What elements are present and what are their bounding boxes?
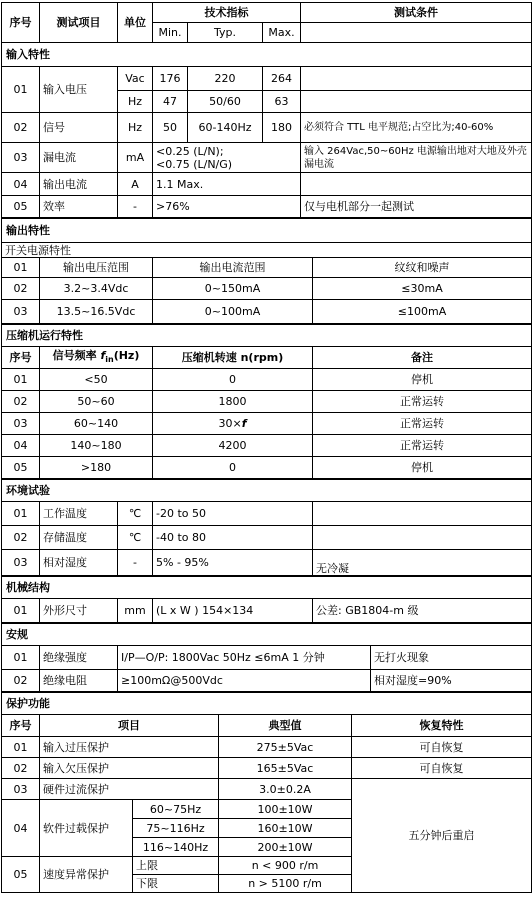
cell-no: 03 bbox=[2, 779, 40, 800]
cell-speed: 4200 bbox=[153, 435, 313, 457]
section-title-protection: 保护功能 bbox=[2, 693, 532, 715]
cell-typical: 200±10W bbox=[219, 838, 352, 857]
cell-current: 0~150mA bbox=[153, 278, 313, 300]
cell-cond: 无冷凝 bbox=[313, 550, 532, 576]
cell-no: 02 bbox=[2, 278, 40, 300]
cell-no: 03 bbox=[2, 300, 40, 324]
cell-no: 01 bbox=[2, 67, 40, 113]
cell-no: 01 bbox=[2, 599, 40, 623]
environment-table bbox=[1, 479, 532, 576]
cell-name: 绝缘电阻 bbox=[40, 670, 118, 692]
cell-note: 正常运转 bbox=[313, 413, 532, 435]
cell-no: 02 bbox=[2, 113, 40, 143]
cell-max: 63 bbox=[263, 91, 301, 113]
header-tech: 技术指标 bbox=[153, 3, 301, 23]
cell-typical: 100±10W bbox=[219, 800, 352, 819]
cell-value: 1.1 Max. bbox=[153, 173, 301, 196]
cell-cond: 公差: GB1804-m 级 bbox=[313, 599, 532, 623]
header-voltage-range: 输出电压范围 bbox=[40, 258, 153, 278]
header-seq: 序号 bbox=[2, 347, 40, 369]
cell-value: -20 to 50 bbox=[153, 502, 313, 526]
header-speed: 压缩机转速 n(rpm) bbox=[153, 347, 313, 369]
cell-cond: 仅与电机部分一起测试 bbox=[301, 196, 532, 218]
header-seq: 序号 bbox=[2, 3, 40, 43]
cell-min: 176 bbox=[153, 67, 188, 91]
section-title-output: 输出特性 bbox=[2, 219, 532, 243]
cell-no: 01 bbox=[2, 646, 40, 670]
cell-current: 0~100mA bbox=[153, 300, 313, 324]
cell-no: 05 bbox=[2, 196, 40, 218]
cell-cond: 无打火现象 bbox=[371, 646, 532, 670]
cell-frequency: 50~60 bbox=[40, 391, 153, 413]
cell-cond: 输入 264Vac,50~60Hz 电源输出地对大地及外壳漏电流 bbox=[301, 143, 532, 173]
leakage-line-1: <0.25 (L/N); bbox=[156, 144, 224, 158]
cell-name: 效率 bbox=[40, 196, 118, 218]
input-table bbox=[1, 2, 532, 218]
cell-cond: 相对湿度=90% bbox=[371, 670, 532, 692]
cell-name: 软件过载保护 bbox=[40, 800, 133, 857]
cell-speed: 0 bbox=[153, 457, 313, 479]
cell-typical: n < 900 r/m bbox=[219, 857, 352, 875]
cell-recovery: 可自恢复 bbox=[352, 737, 532, 758]
cell-unit: ℃ bbox=[118, 502, 153, 526]
cell-ripple: ≤30mA bbox=[313, 278, 532, 300]
cell-max: 264 bbox=[263, 67, 301, 91]
cell-name: 输出电流 bbox=[40, 173, 118, 196]
cell-no: 04 bbox=[2, 435, 40, 457]
header-typ: Typ. bbox=[188, 23, 263, 43]
cell-no: 01 bbox=[2, 258, 40, 278]
cell-max: 180 bbox=[263, 113, 301, 143]
section-title-input: 输入特性 bbox=[2, 43, 532, 67]
header-note: 备注 bbox=[313, 347, 532, 369]
cell-typical: n > 5100 r/m bbox=[219, 875, 352, 893]
mechanical-table bbox=[1, 576, 532, 623]
cell-name: 信号 bbox=[40, 113, 118, 143]
cell-name: 硬件过流保护 bbox=[40, 779, 219, 800]
cell-typical: 165±5Vac bbox=[219, 758, 352, 779]
cell-voltage: 3.2~3.4Vdc bbox=[40, 278, 153, 300]
cell-typ: 50/60 bbox=[188, 91, 263, 113]
cell-typical: 160±10W bbox=[219, 819, 352, 838]
cell-speed: 0 bbox=[153, 369, 313, 391]
output-subtitle: 开关电源特性 bbox=[2, 243, 532, 258]
cell-sub-range: 60~75Hz bbox=[133, 800, 219, 819]
cell-name: 相对湿度 bbox=[40, 550, 118, 576]
cell-note: 停机 bbox=[313, 369, 532, 391]
cell-sub-range: 116~140Hz bbox=[133, 838, 219, 857]
cell-typical: 3.0±0.2A bbox=[219, 779, 352, 800]
cell-no: 04 bbox=[2, 800, 40, 857]
cell-min: 50 bbox=[153, 113, 188, 143]
cell-unit: - bbox=[118, 550, 153, 576]
cell-name: 输入过压保护 bbox=[40, 737, 219, 758]
leakage-line-2: <0.75 (L/N/G) bbox=[156, 157, 233, 171]
cell-value: -40 to 80 bbox=[153, 526, 313, 550]
cell-no: 03 bbox=[2, 413, 40, 435]
cell-sub-limit: 上限 bbox=[133, 857, 219, 875]
cell-no: 03 bbox=[2, 550, 40, 576]
header-unit: 单位 bbox=[118, 3, 153, 43]
cell-name: 存储温度 bbox=[40, 526, 118, 550]
cell-voltage: 13.5~16.5Vdc bbox=[40, 300, 153, 324]
cell-note: 停机 bbox=[313, 457, 532, 479]
cell-value: >76% bbox=[153, 196, 301, 218]
cell-cond: 必须符合 TTL 电平规范;占空比为;40-60% bbox=[301, 113, 532, 143]
cell-name: 工作温度 bbox=[40, 502, 118, 526]
compressor-table bbox=[1, 324, 532, 479]
cell-unit: mm bbox=[118, 599, 153, 623]
header-recovery: 恢复特性 bbox=[352, 715, 532, 737]
cell-no: 01 bbox=[2, 369, 40, 391]
cell-sub-range: 75~116Hz bbox=[133, 819, 219, 838]
cell-value: ≥100mΩ@500Vdc bbox=[118, 670, 371, 692]
cell-no: 01 bbox=[2, 502, 40, 526]
cell-no: 05 bbox=[2, 457, 40, 479]
cell-unit: Hz bbox=[118, 113, 153, 143]
cell-min: 47 bbox=[153, 91, 188, 113]
header-ripple: 纹纹和噪声 bbox=[313, 258, 532, 278]
cell-no: 02 bbox=[2, 526, 40, 550]
header-seq: 序号 bbox=[2, 715, 40, 737]
safety-table bbox=[1, 623, 532, 692]
header-item: 项目 bbox=[40, 715, 219, 737]
cell-note: 正常运转 bbox=[313, 391, 532, 413]
cell-name: 输入电压 bbox=[40, 67, 118, 113]
cell-name: 绝缘强度 bbox=[40, 646, 118, 670]
header-signal-frequency: 信号频率 $f_{in}(Hz)$ bbox=[40, 347, 153, 369]
cell-cond bbox=[313, 526, 532, 550]
header-max: Max. bbox=[263, 23, 301, 43]
cell-no: 05 bbox=[2, 857, 40, 893]
cell-recovery-restart: 五分钟后重启 bbox=[352, 779, 532, 893]
cell-name: 输入欠压保护 bbox=[40, 758, 219, 779]
cell-frequency: 60~140 bbox=[40, 413, 153, 435]
section-title-safety: 安规 bbox=[2, 624, 532, 646]
header-item: 测试项目 bbox=[40, 3, 118, 43]
cell-no: 02 bbox=[2, 758, 40, 779]
cell-unit: Vac bbox=[118, 67, 153, 91]
cell-typ: 60-140Hz bbox=[188, 113, 263, 143]
cell-no: 02 bbox=[2, 391, 40, 413]
cell-unit: ℃ bbox=[118, 526, 153, 550]
cell-typ: 220 bbox=[188, 67, 263, 91]
cell-note: 正常运转 bbox=[313, 435, 532, 457]
cell-no: 04 bbox=[2, 173, 40, 196]
cell-no: 03 bbox=[2, 143, 40, 173]
cell-value: I/P—O/P: 1800Vac 50Hz ≤6mA 1 分钟 bbox=[118, 646, 371, 670]
cell-unit: mA bbox=[118, 143, 153, 173]
header-typical: 典型值 bbox=[219, 715, 352, 737]
header-current-range: 输出电流范围 bbox=[153, 258, 313, 278]
cell-frequency: 140~180 bbox=[40, 435, 153, 457]
cell-typical: 275±5Vac bbox=[219, 737, 352, 758]
cell-recovery: 可自恢复 bbox=[352, 758, 532, 779]
cell-no: 02 bbox=[2, 670, 40, 692]
protection-table bbox=[1, 692, 532, 893]
cell-speed: 30×f bbox=[153, 413, 313, 435]
cell-value: (L x W ) 154×134 bbox=[153, 599, 313, 623]
cell-unit: - bbox=[118, 196, 153, 218]
cell-name: 漏电流 bbox=[40, 143, 118, 173]
cell-unit: Hz bbox=[118, 91, 153, 113]
cell-name: 外形尺寸 bbox=[40, 599, 118, 623]
cell-frequency: >180 bbox=[40, 457, 153, 479]
cell-leakage bbox=[153, 143, 301, 173]
cell-unit: A bbox=[118, 173, 153, 196]
output-table bbox=[1, 218, 532, 324]
cell-frequency: <50 bbox=[40, 369, 153, 391]
section-title-compressor: 压缩机运行特性 bbox=[2, 325, 532, 347]
cell-ripple: ≤100mA bbox=[313, 300, 532, 324]
cell-value: 5% - 95% bbox=[153, 550, 313, 576]
cell-speed: 1800 bbox=[153, 391, 313, 413]
section-title-mechanical: 机械结构 bbox=[2, 577, 532, 599]
cell-sub-limit: 下限 bbox=[133, 875, 219, 893]
header-cond: 测试条件 bbox=[301, 3, 532, 23]
cell-name: 速度异常保护 bbox=[40, 857, 133, 893]
section-title-environment: 环境试验 bbox=[2, 480, 532, 502]
cell-cond bbox=[313, 502, 532, 526]
cell-no: 01 bbox=[2, 737, 40, 758]
header-min: Min. bbox=[153, 23, 188, 43]
